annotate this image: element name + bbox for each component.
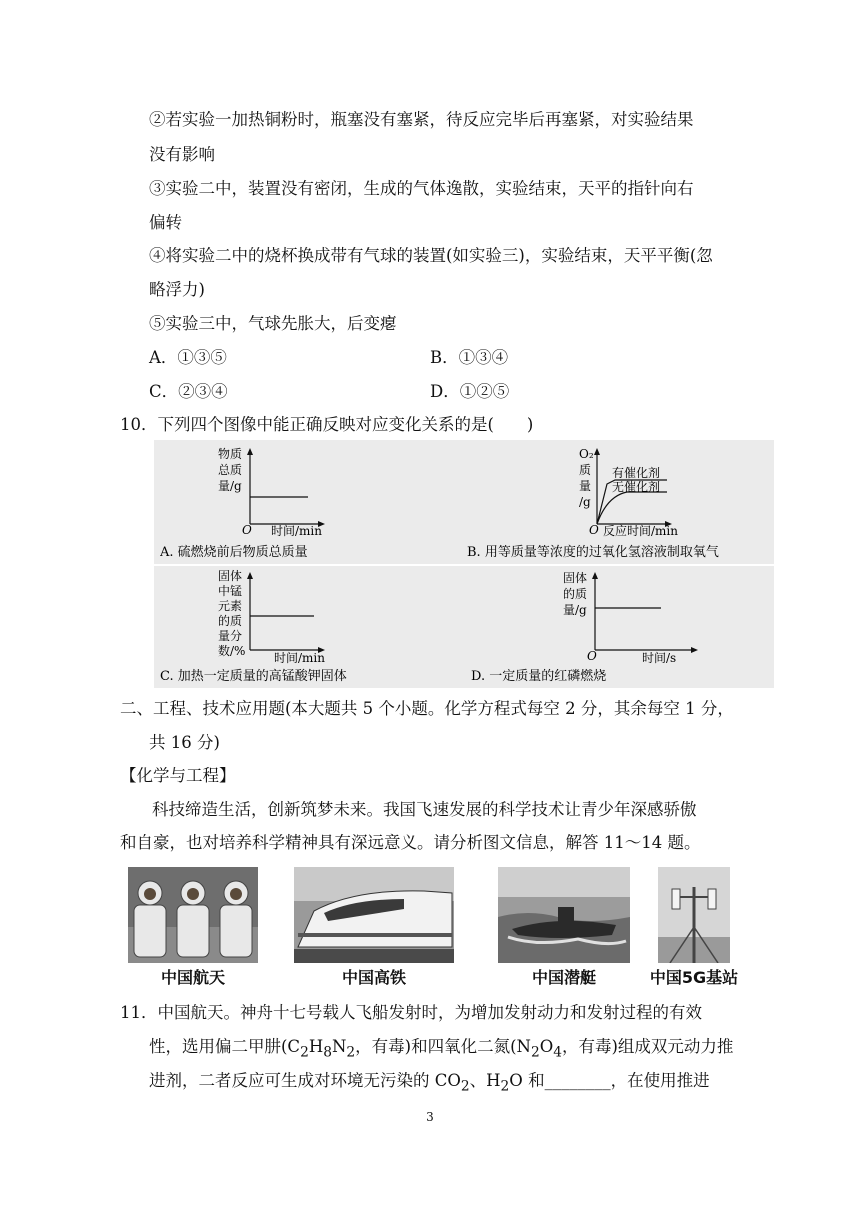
q10-graph-c[interactable] (160, 568, 460, 686)
q11-text: N (331, 1037, 347, 1056)
q11-subscript: 8 (323, 1044, 332, 1061)
q9-option-c[interactable]: C．②③④ (149, 382, 228, 401)
graph-b-y-arrow (594, 448, 600, 455)
graph-b-ylabel-2: 质 (579, 463, 592, 477)
graph-c-xlabel: 时间/min (274, 651, 325, 665)
graph-a-ylabel-1: 物质 (218, 447, 243, 461)
graph-c-ylabel-3: 元素 (218, 599, 243, 613)
graph-c-caption: C. 加热一定质量的高锰酸钾固体 (160, 669, 347, 684)
q11-text: H (308, 1037, 324, 1056)
graph-d-ylabel-2: 的质 (563, 587, 588, 601)
graph-b-caption: B. 用等质量等浓度的过氧化氢溶液制取氧气 (467, 545, 719, 560)
q11-subscript: 2 (346, 1044, 356, 1061)
q9-option-b[interactable]: B．①③④ (430, 348, 509, 367)
graph-c-y-arrow (247, 572, 253, 579)
photo-5g-base-station (658, 867, 730, 963)
photo-submarine (498, 867, 630, 963)
graph-a-caption: A. 硫燃烧前后物质总质量 (160, 545, 308, 560)
graph-c-ylabel-1: 固体 (218, 569, 243, 583)
statement-2-line2: 没有影响 (149, 145, 215, 164)
q11-subscript: 2 (460, 1078, 470, 1095)
q10-graph-a[interactable] (160, 444, 460, 562)
photo-caption-space: 中国航天 (160, 968, 225, 987)
q11-text: 进剂，二者反应可生成对环境无污染的 CO (149, 1071, 461, 1090)
graph-d-caption: D. 一定质量的红磷燃烧 (471, 669, 607, 684)
graph-c-ylabel-6: 数/% (218, 644, 246, 658)
photo-caption-5g: 中国5G基站 (649, 968, 739, 987)
statement-4-line2: 略浮力) (149, 280, 205, 299)
q9-option-d[interactable]: D．①②⑤ (430, 382, 510, 401)
graph-c-ylabel-5: 量分 (218, 629, 243, 643)
graph-b-xlabel: 反应时间/min (603, 524, 678, 538)
q11-subscript: 2 (500, 1078, 510, 1095)
graph-a-ylabel-2: 总质 (218, 463, 243, 477)
q10-graph-b[interactable] (467, 444, 773, 562)
graph-a-origin: O (242, 523, 252, 537)
q10-graph-d[interactable] (467, 568, 773, 686)
graph-d-xlabel: 时间/s (642, 651, 677, 665)
q11-subscript: 4 (553, 1044, 562, 1061)
q11-text: ，有毒)和四氧化二氮(N (355, 1037, 531, 1056)
graph-b-ylabel-4: /g (579, 495, 591, 509)
photo-astronauts (128, 867, 258, 963)
q11-text: 、H (469, 1071, 501, 1090)
q11-line1: 11．中国航天。神舟十七号载人飞船发射时，为增加发射动力和发射过程的有效 (120, 1003, 702, 1022)
statement-5: ⑤实验三中，气球先胀大，后变瘪 (149, 314, 397, 333)
statement-2-line1: ②若实验一加热铜粉时，瓶塞没有塞紧，待反应完毕后再塞紧，对实验结果 (149, 110, 694, 129)
section-2-subhead: 【化学与工程】 (120, 766, 236, 785)
graph-d-ylabel-3: 量/g (563, 603, 587, 617)
graph-b-series-label-2: 无催化剂 (612, 480, 661, 494)
graph-c-ylabel-2: 中锰 (218, 584, 243, 598)
statement-3-line2: 偏转 (149, 213, 182, 232)
section-2-intro-line2: 和自豪，也对培养科学精神具有深远意义。请分析图文信息，解答 11～14 题。 (120, 833, 701, 852)
graph-d-origin: O (587, 649, 597, 663)
graph-a-y-arrow (247, 448, 253, 455)
q11-subscript: 2 (530, 1044, 540, 1061)
photo-caption-submarine: 中国潜艇 (531, 968, 596, 987)
q11-answer-blank[interactable]: O 和________，在使用推进 (509, 1071, 710, 1090)
q11-line2 (149, 1035, 733, 1064)
graph-d-y-arrow (592, 572, 598, 579)
graph-b-series-label-1: 有催化剂 (612, 466, 661, 480)
page-number: 3 (426, 1110, 434, 1124)
q11-text: 性，选用偏二甲肼(C (149, 1037, 301, 1056)
section-2-title-line1: 二、工程、技术应用题(本大题共 5 个小题。化学方程式每空 2 分，其余每空 1 分， (120, 699, 734, 718)
graph-c-ylabel-4: 的质 (218, 614, 243, 628)
q11-text: ，有毒)组成双元动力推 (561, 1037, 734, 1056)
q11-line3 (149, 1069, 710, 1098)
statement-3-line1: ③实验二中，装置没有密闭，生成的气体逸散，实验结束，天平的指针向右 (149, 179, 694, 198)
q9-option-a[interactable]: A．①③⑤ (149, 348, 227, 367)
graph-d-ylabel-1: 固体 (563, 571, 588, 585)
photo-high-speed-train (294, 867, 454, 963)
graph-d-x-arrow (691, 647, 698, 653)
graph-a-xlabel: 时间/min (271, 524, 322, 538)
q11-text: O (539, 1037, 554, 1056)
graph-b-ylabel-1: O₂ (579, 447, 594, 461)
graph-b-origin: O (589, 523, 599, 537)
graph-b-ylabel-3: 量 (579, 479, 592, 493)
statement-4-line1: ④将实验二中的烧杯换成带有气球的装置(如实验三)，实验结束，天平平衡(忽 (149, 246, 713, 265)
graph-b-series-without-catalyst (597, 492, 667, 524)
q10-stem: 10．下列四个图像中能正确反映对应变化关系的是( ) (120, 415, 534, 434)
section-2-title-line2: 共 16 分) (149, 733, 220, 752)
graph-a-ylabel-3: 量/g (218, 479, 242, 493)
section-2-intro-line1: 科技缔造生活，创新筑梦未来。我国飞速发展的科学技术让青少年深感骄傲 (152, 800, 697, 819)
photo-caption-rail: 中国高铁 (341, 968, 406, 987)
q11-subscript: 2 (300, 1044, 309, 1061)
